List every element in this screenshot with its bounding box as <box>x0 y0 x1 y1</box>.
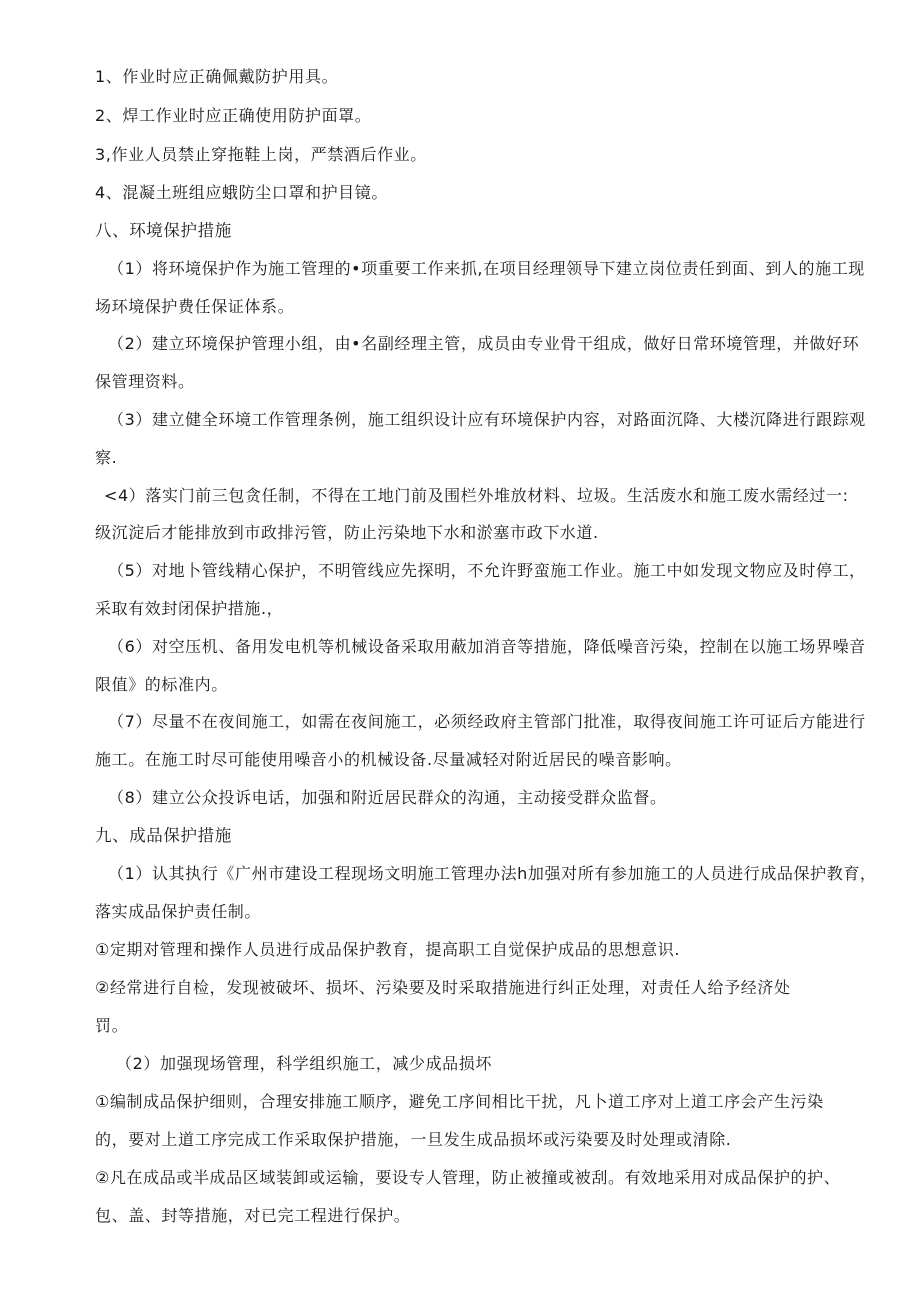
text-line: （6）对空压机、备用发电机等机械设备采取用蔽加消音等措施，降低噪音污染，控制在以施工场界噪音 <box>108 637 866 656</box>
text-line: 3,作业人员禁止穿拖鞋上岗，严禁酒后作业。 <box>95 145 427 164</box>
text-line: ②凡在成品或半成品区域装卸或运输，要设专人管理，防止被撞或被刮。有效地采用对成品保护的护、 <box>95 1168 841 1187</box>
text-line: （2）加强现场管理，科学组织施工，减少成品损坏 <box>116 1054 492 1073</box>
text-line: 包、盖、封等措施，对已完工程进行保护。 <box>95 1206 411 1225</box>
text-line: ①编制成品保护细则，合理安排施工顺序，避免工序间相比干扰，凡卜道工序对上道工序会产生污染 <box>95 1092 824 1111</box>
text-line: （1）认其执行《广州市建设工程现场文明施工管理办法h加强对所有参加施工的人员进行成品保护教育， <box>108 864 877 883</box>
text-line: （3）建立健全环境工作管理条例，施工组织设计应有环境保护内容，对路面沉降、大楼沉降进行跟踪观 <box>108 410 866 429</box>
text-line: 1、作业时应正确佩戴防护用具。 <box>95 67 339 86</box>
text-line: （5）对地卜管线精心保护，不明管线应先探明，不允许野蛮施工作业。施工中如发现文物应及时停工， <box>108 561 866 580</box>
text-line: 的，要对上道工序完成工作采取保护措施，一旦发生成品损坏或污染要及时处理或清除. <box>95 1130 732 1149</box>
text-line: （1）将环境保护作为施工管理的•项重要工作来抓,在项目经理领导下建立岗位责任到面、到人的施工现 <box>108 259 865 278</box>
text-line: 级沉淀后才能排放到市政排污管，防止污染地下水和淤塞市政下水道. <box>95 523 599 542</box>
text-line: （2）建立环境保护管理小组，由•名副经理主管，成员由专业骨干组成，做好日常环境管理，并做好环 <box>108 334 860 353</box>
text-line: （8）建立公众投诉电话，加强和附近居民群众的沟通，主动接受群众监督。 <box>108 788 667 807</box>
section-heading: 九、成品保护措施 <box>95 826 232 845</box>
text-line: （7）尽量不在夜间施工，如需在夜间施工，必须经政府主管部门批准，取得夜间施工许可证后方能进行 <box>108 712 866 731</box>
text-line: ①定期对管理和操作人员进行成品保护教育，提高职工自觉保护成品的思想意识. <box>95 940 681 959</box>
text-line: 施工。在施工时尽可能使用噪音小的机械设备.尽量减轻对附近居民的噪音影响。 <box>95 750 682 769</box>
text-line: 限值》的标准内。 <box>95 675 228 694</box>
text-line: 保管理资料。 <box>95 372 195 391</box>
text-line: 察. <box>95 448 118 467</box>
text-line: 4、混凝土班组应蛾防尘口罩和护目镜。 <box>95 183 388 202</box>
text-line: 场环境保护费任保证体系。 <box>95 297 295 316</box>
text-line: <4）落实门前三包贪任制，不得在工地门前及围栏外堆放材料、垃圾。生活废水和施工废水需经过一: <box>104 486 849 505</box>
text-line: 2、焊工作业时应正确使用防护面罩。 <box>95 106 372 125</box>
text-line: ②经常进行自检，发现被破坏、损坏、污染要及时采取措施进行纠正处理，对责任人给予经济处 <box>95 978 791 997</box>
text-line: 落实成品保护责任制。 <box>95 902 262 921</box>
text-line: 罚。 <box>95 1016 129 1035</box>
section-heading: 八、环境保护措施 <box>95 221 232 240</box>
text-line: 采取有效封闭保护措施.， <box>95 599 284 618</box>
